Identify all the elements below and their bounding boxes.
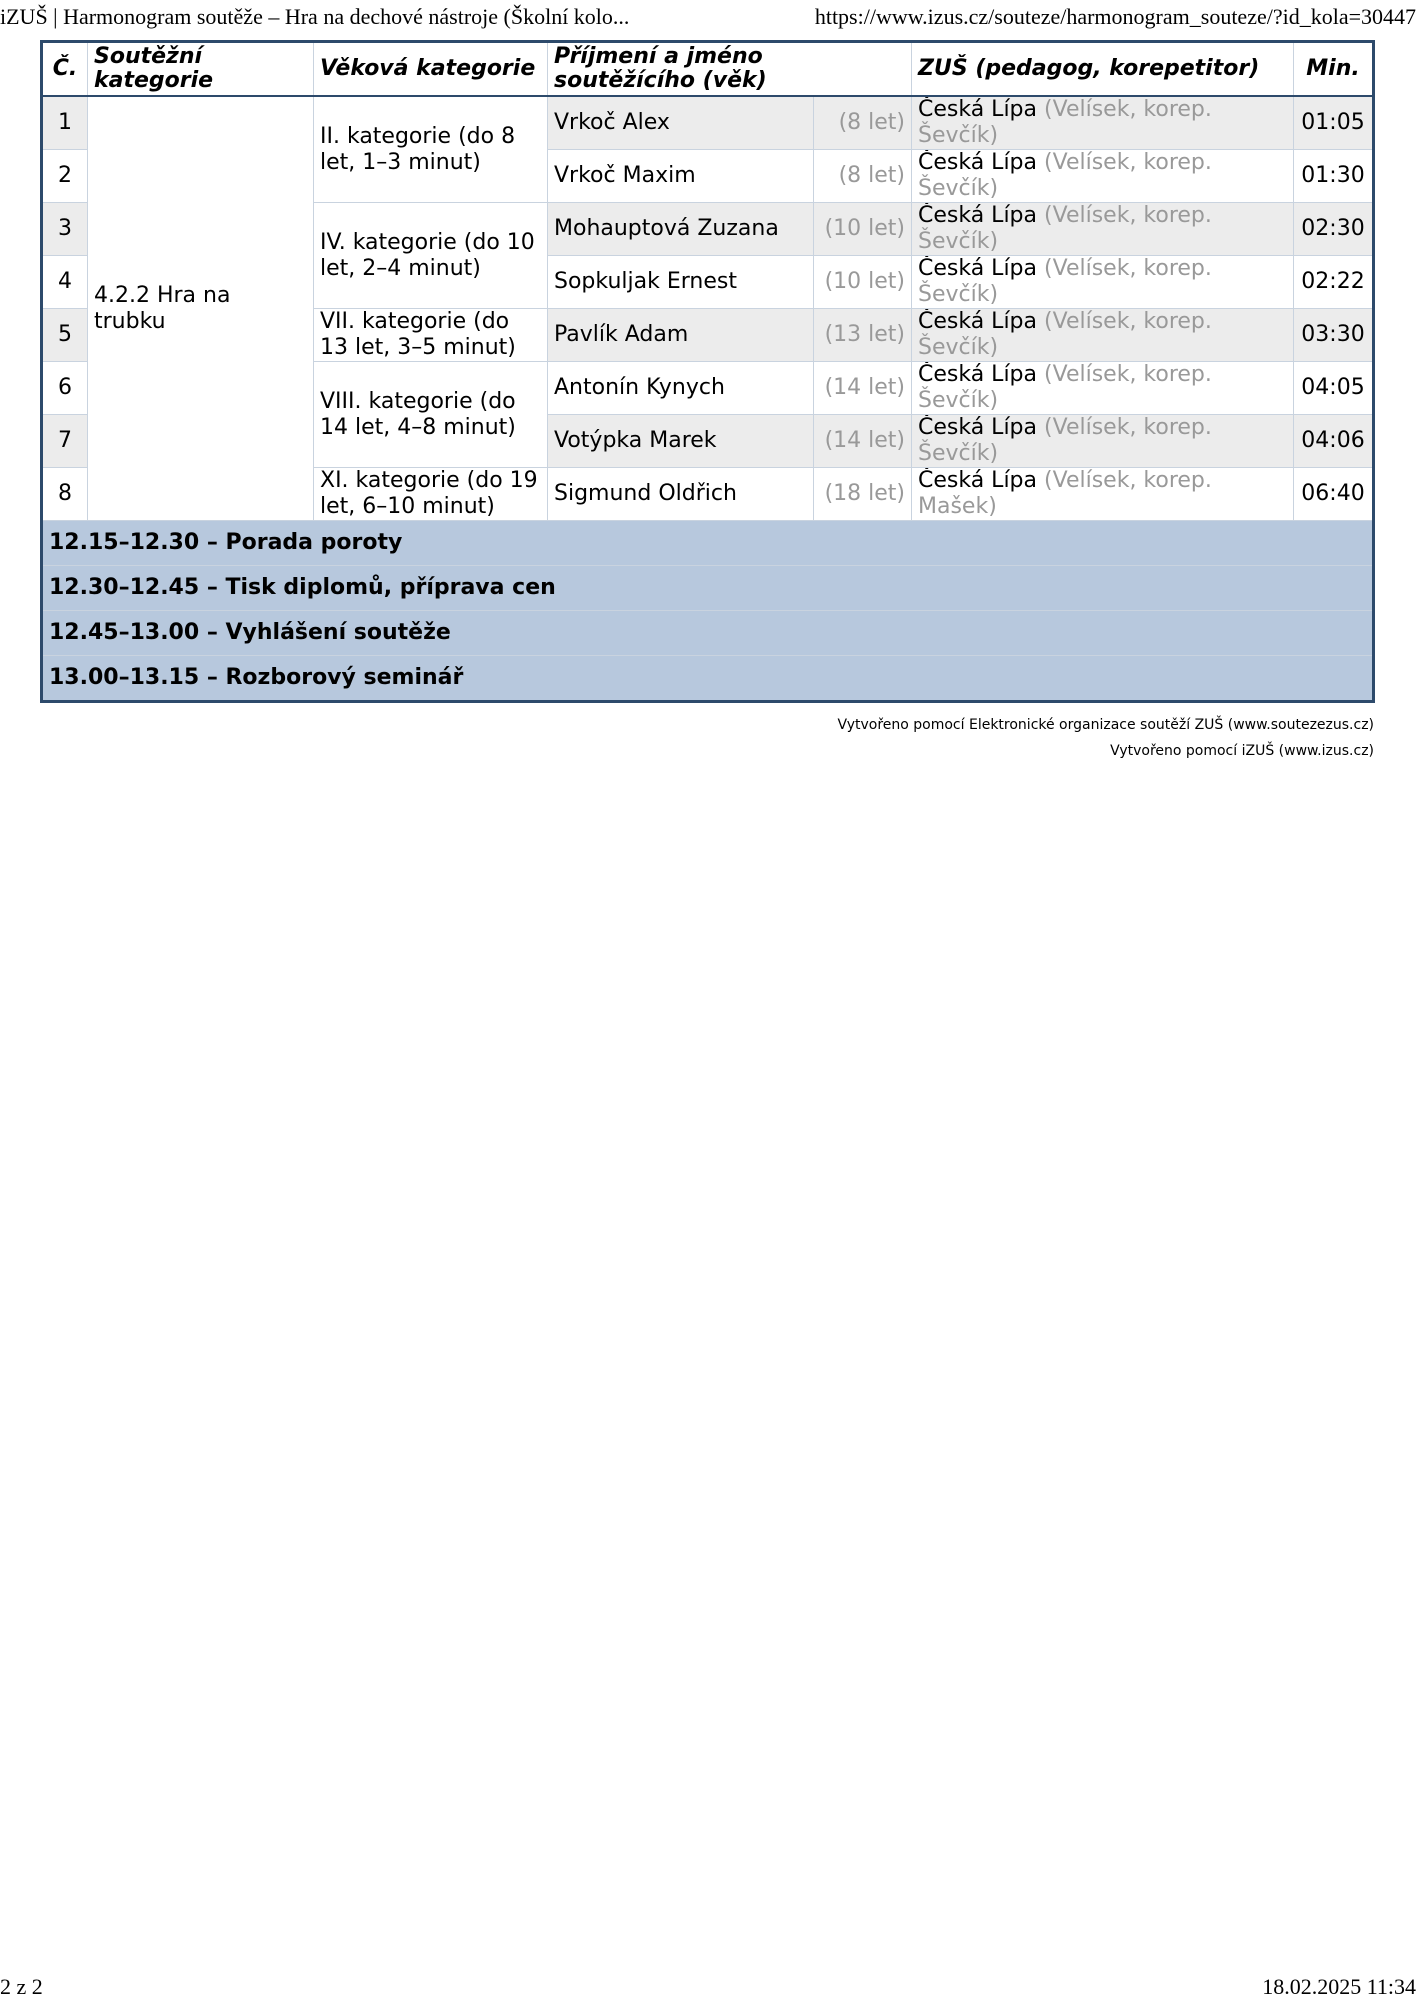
print-header-url[interactable]: https://www.izus.cz/souteze/harmonogram_souteze/?id_kola=30447 [814, 4, 1416, 29]
row-number: 5 [42, 309, 88, 362]
page-number: 2 z 2 [0, 1974, 43, 1999]
contestant-age: (10 let) [814, 256, 912, 309]
school-cell [912, 468, 1294, 521]
school-name: Česká Lípa [918, 97, 1038, 122]
contestant-age: (18 let) [814, 468, 912, 521]
print-datetime: 18.02.2025 11:34 [1262, 1974, 1416, 1999]
duration: 02:22 [1294, 256, 1374, 309]
schedule-note-row [42, 656, 1374, 702]
schedule-note: 12.45–13.00 – Vyhlášení soutěže [42, 611, 1374, 656]
teacher-name: (Velísek, korep. Ševčík) [918, 150, 1212, 201]
teacher-name: (Velísek, korep. Ševčík) [918, 97, 1212, 148]
teacher-name: (Velísek, korep. Mašek) [918, 468, 1212, 519]
header-min: Min. [1294, 42, 1374, 97]
school-cell [912, 150, 1294, 203]
schedule-table [40, 40, 1375, 703]
row-number: 2 [42, 150, 88, 203]
age-group: VII. kategorie (do 13 let, 3–5 minut) [314, 309, 548, 362]
header-age-category: Věková kategorie [314, 42, 548, 97]
school-name: Česká Lípa [918, 468, 1038, 493]
school-name: Česká Lípa [918, 415, 1038, 440]
duration: 04:05 [1294, 362, 1374, 415]
schedule-note-row [42, 521, 1374, 566]
contestant-name: Vrkoč Maxim [548, 150, 814, 203]
school-cell [912, 96, 1294, 150]
duration: 02:30 [1294, 203, 1374, 256]
row-number: 3 [42, 203, 88, 256]
schedule-note: 13.00–13.15 – Rozborový seminář [42, 656, 1374, 702]
school-name: Česká Lípa [918, 309, 1038, 334]
contestant-age: (10 let) [814, 203, 912, 256]
header-name: Příjmení a jméno soutěžícího (věk) [548, 42, 912, 97]
contestant-age: (14 let) [814, 415, 912, 468]
duration: 03:30 [1294, 309, 1374, 362]
credit-soutezezus: Vytvořeno pomocí Elektronické organizace soutěží ZUŠ (www.soutezezus.cz) [837, 717, 1374, 733]
school-cell [912, 309, 1294, 362]
school-name: Česká Lípa [918, 150, 1038, 175]
school-name: Česká Lípa [918, 203, 1038, 228]
duration: 04:06 [1294, 415, 1374, 468]
contestant-age: (8 let) [814, 150, 912, 203]
age-group: VIII. kategorie (do 14 let, 4–8 minut) [314, 362, 548, 468]
contestant-name: Mohauptová Zuzana [548, 203, 814, 256]
row-number: 8 [42, 468, 88, 521]
age-group: IV. kategorie (do 10 let, 2–4 minut) [314, 203, 548, 309]
row-number: 4 [42, 256, 88, 309]
header-category: Soutěžní kategorie [88, 42, 314, 97]
contestant-name: Antonín Kynych [548, 362, 814, 415]
teacher-name: (Velísek, korep. Ševčík) [918, 256, 1212, 307]
schedule-note-row [42, 566, 1374, 611]
school-cell [912, 362, 1294, 415]
duration: 01:30 [1294, 150, 1374, 203]
row-number: 1 [42, 96, 88, 150]
contestant-name: Sopkuljak Ernest [548, 256, 814, 309]
teacher-name: (Velísek, korep. Ševčík) [918, 415, 1212, 466]
header-no: Č. [42, 42, 88, 97]
age-group: II. kategorie (do 8 let, 1–3 minut) [314, 96, 548, 203]
contestant-name: Votýpka Marek [548, 415, 814, 468]
credit-izus: Vytvořeno pomocí iZUŠ (www.izus.cz) [1110, 743, 1374, 759]
duration: 06:40 [1294, 468, 1374, 521]
age-group: XI. kategorie (do 19 let, 6–10 minut) [314, 468, 548, 521]
contestant-age: (13 let) [814, 309, 912, 362]
schedule-note: 12.15–12.30 – Porada poroty [42, 521, 1374, 566]
contestant-name: Vrkoč Alex [548, 96, 814, 150]
teacher-name: (Velísek, korep. Ševčík) [918, 362, 1212, 413]
row-number: 7 [42, 415, 88, 468]
contestant-age: (8 let) [814, 96, 912, 150]
print-header-title: iZUŠ | Harmonogram soutěže – Hra na dechové nástroje (Školní kolo... [0, 4, 630, 29]
contestant-name: Sigmund Oldřich [548, 468, 814, 521]
school-name: Česká Lípa [918, 256, 1038, 281]
table-row [42, 96, 1374, 150]
teacher-name: (Velísek, korep. Ševčík) [918, 309, 1212, 360]
contestant-name: Pavlík Adam [548, 309, 814, 362]
teacher-name: (Velísek, korep. Ševčík) [918, 203, 1212, 254]
contestant-age: (14 let) [814, 362, 912, 415]
competition-category: 4.2.2 Hra na trubku [88, 96, 314, 521]
header-school: ZUŠ (pedagog, korepetitor) [912, 42, 1294, 97]
school-cell [912, 415, 1294, 468]
school-name: Česká Lípa [918, 362, 1038, 387]
school-cell [912, 203, 1294, 256]
duration: 01:05 [1294, 96, 1374, 150]
schedule-note: 12.30–12.45 – Tisk diplomů, příprava cen [42, 566, 1374, 611]
school-cell [912, 256, 1294, 309]
table-header-row [42, 42, 1374, 97]
schedule-note-row [42, 611, 1374, 656]
row-number: 6 [42, 362, 88, 415]
